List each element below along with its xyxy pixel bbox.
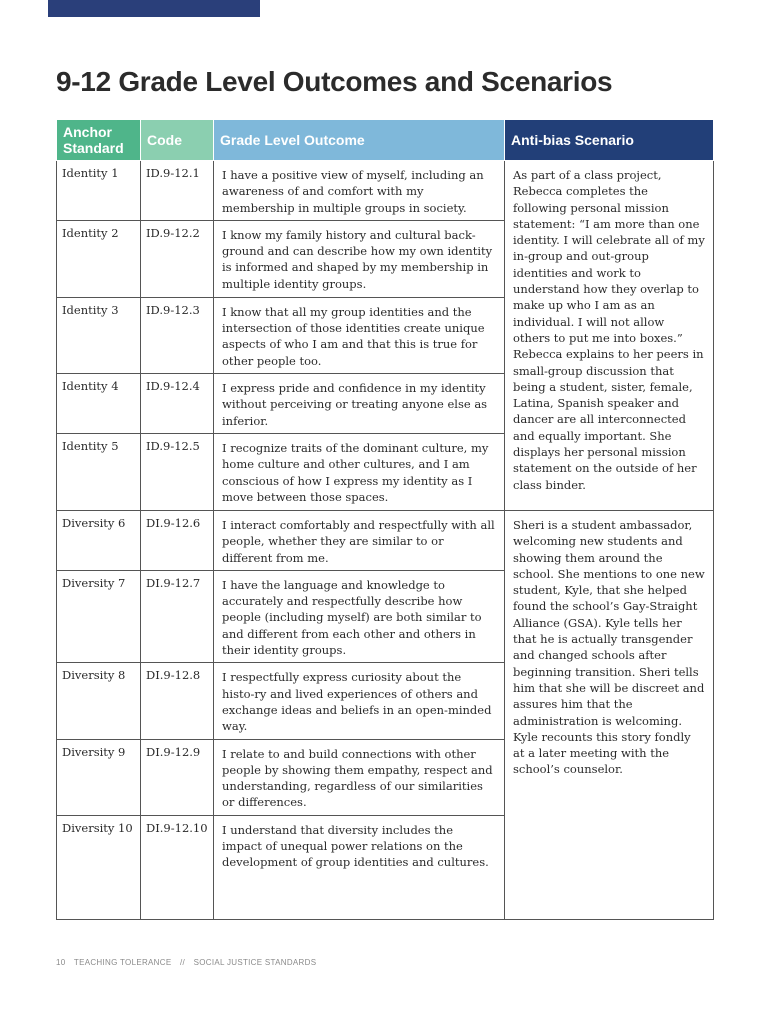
code-cell: DI.9-12.6 — [141, 510, 214, 570]
table-row — [57, 161, 714, 221]
anchor-cell: Identity 4 — [57, 374, 141, 434]
anchor-cell: Identity 2 — [57, 220, 141, 297]
code-cell: DI.9-12.7 — [141, 570, 214, 662]
outcome-cell: I know my family history and cultural back-ground and can describe how my own identity is informed and shaped by my membership in multiple identity groups. — [214, 220, 505, 297]
outcome-cell: I understand that diversity includes the impact of unequal power relations on the development of group identities and cultures. — [214, 815, 505, 919]
anchor-cell: Diversity 6 — [57, 510, 141, 570]
anchor-cell: Identity 5 — [57, 433, 141, 510]
anchor-cell: Diversity 8 — [57, 663, 141, 739]
footer-separator: // — [180, 958, 186, 967]
outcome-cell: I express pride and confidence in my identity without perceiving or treating anyone else as inferior. — [214, 374, 505, 434]
code-cell: ID.9-12.3 — [141, 297, 214, 373]
code-cell: ID.9-12.1 — [141, 161, 214, 221]
code-cell: ID.9-12.5 — [141, 433, 214, 510]
header-anchor-standard: Anchor Standard — [57, 120, 141, 161]
table-row — [57, 510, 714, 570]
page-title: 9-12 Grade Level Outcomes and Scenarios — [56, 66, 613, 97]
code-cell: DI.9-12.10 — [141, 815, 214, 919]
outcome-cell: I know that all my group identities and the intersection of those identities create unique aspects of who I am and that this is true for other people too. — [214, 297, 505, 373]
code-cell: DI.9-12.9 — [141, 739, 214, 815]
anchor-cell: Diversity 10 — [57, 815, 141, 919]
outcomes-table — [56, 119, 714, 920]
anchor-cell: Diversity 9 — [57, 739, 141, 815]
top-accent-bar — [48, 0, 260, 17]
table-header-row — [57, 120, 714, 161]
code-cell: ID.9-12.4 — [141, 374, 214, 434]
anchor-cell: Identity 3 — [57, 297, 141, 373]
code-cell: ID.9-12.2 — [141, 220, 214, 297]
scenario-cell: Sheri is a student ambassador, welcoming new students and showing them around the school. She mentions to one new student, Kyle, that she helped found the school’s Gay-Straight Alliance (GSA). Kyle tells her that he is actually transgender and changed schools after beginning transition. Sheri tells him that she will be discreet and assures him that the administration is welcoming. Kyle recounts this story fondly at a later meeting with the school’s counselor. — [505, 510, 714, 919]
footer-publication: SOCIAL JUSTICE STANDARDS — [193, 958, 317, 967]
footer-publisher: TEACHING TOLERANCE — [73, 958, 172, 967]
outcome-cell: I interact comfortably and respectfully with all people, whether they are similar to or different from me. — [214, 510, 505, 570]
outcome-cell: I have a positive view of myself, including an awareness of and comfort with my membership in multiple groups in society. — [214, 161, 505, 221]
page-footer — [56, 958, 322, 967]
outcome-cell: I have the language and knowledge to accurately and respectfully describe how people (including myself) are both similar to and different from each other and others in their identity groups. — [214, 570, 505, 662]
anchor-cell: Identity 1 — [57, 161, 141, 221]
page-number: 10 — [56, 958, 66, 967]
outcome-cell: I relate to and build connections with other people by showing them empathy, respect and understanding, regardless of our similarities or differences. — [214, 739, 505, 815]
header-grade-level-outcome: Grade Level Outcome — [214, 120, 505, 161]
code-cell: DI.9-12.8 — [141, 663, 214, 739]
header-anti-bias-scenario: Anti-bias Scenario — [505, 120, 714, 161]
header-code: Code — [141, 120, 214, 161]
anchor-cell: Diversity 7 — [57, 570, 141, 662]
outcome-cell: I respectfully express curiosity about the histo-ry and lived experiences of others and exchange ideas and beliefs in an open-minded way. — [214, 663, 505, 739]
outcome-cell: I recognize traits of the dominant culture, my home culture and other cultures, and I am conscious of how I express my identity as I move between those spaces. — [214, 433, 505, 510]
scenario-cell: As part of a class project, Rebecca completes the following personal mission statement: “I am more than one identity. I will celebrate all of my in-group and out-group identities and work to understand how they overlap to make up who I am as an individual. I will not allow others to put me into boxes.” Rebecca explains to her peers in small-group discussion that being a student, sister, female, Latina, Spanish speaker and dancer are all interconnected and equally important. She displays her personal mission statement on the outside of her class binder. — [505, 161, 714, 511]
